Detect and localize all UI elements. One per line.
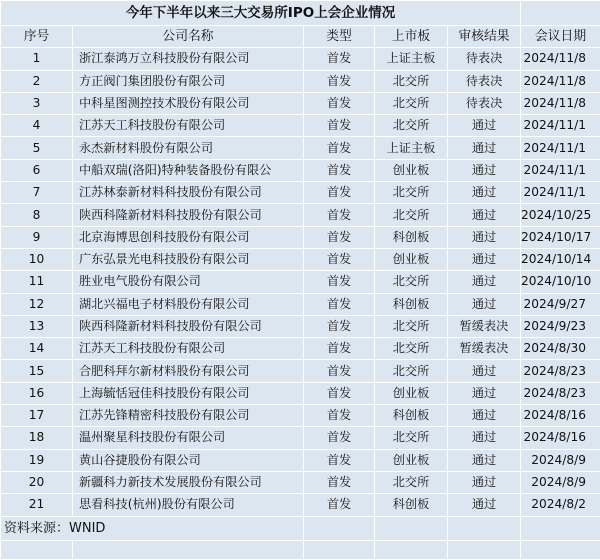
cell-index: 13 [1,315,73,337]
cell-company: 上海毓恬冠佳科技股份有限公司 [73,382,304,404]
header-index: 序号 [1,26,73,48]
cell-type: 首发 [304,92,375,114]
cell-board: 北交所 [375,70,448,92]
header-date: 会议日期 [521,26,600,48]
cell-company: 江苏先锋精密科技股份有限公司 [73,405,304,427]
cell-result: 待表决 [448,70,521,92]
cell-result: 通过 [448,382,521,404]
table-row [1,471,600,493]
cell-result: 通过 [448,360,521,382]
cell-type: 首发 [304,115,375,137]
table-row [1,92,600,114]
cell-type: 首发 [304,471,375,493]
cell-company: 北京海博思创科技股份有限公司 [73,226,304,248]
cell-company: 胜业电气股份有限公司 [73,271,304,293]
cell-board: 上证主板 [375,137,448,159]
cell-date: 2024/8/30 [521,338,600,360]
cell-result: 通过 [448,182,521,204]
cell-result: 通过 [448,115,521,137]
table-row [1,427,600,449]
cell-date: 2024/11/1 [521,115,600,137]
cell-company: 黄山谷捷股份有限公司 [73,449,304,471]
cell-date: 2024/10/10 [521,271,600,293]
cell-index: 2 [1,70,73,92]
cell-date: 2024/9/23 [521,315,600,337]
cell-result: 通过 [448,494,521,516]
title-spacer-cell [521,1,600,26]
cell-board: 北交所 [375,427,448,449]
cell-date: 2024/8/23 [521,360,600,382]
cell-company: 湖北兴福电子材料股份有限公司 [73,293,304,315]
cell-company: 中船双瑞(洛阳)特种装备股份有限公 [73,159,304,181]
cell-board: 上证主板 [375,48,448,70]
cell-result: 通过 [448,471,521,493]
table-row [1,182,600,204]
empty-cell [448,516,521,540]
cell-date: 2024/8/2 [521,494,600,516]
cell-company: 江苏天工科技股份有限公司 [73,115,304,137]
cell-result: 待表决 [448,92,521,114]
cell-board: 北交所 [375,315,448,337]
cell-type: 首发 [304,494,375,516]
cell-date: 2024/8/16 [521,405,600,427]
cell-index: 8 [1,204,73,226]
cell-index: 5 [1,137,73,159]
cell-company: 江苏林泰新材料科技股份有限公司 [73,182,304,204]
cell-company: 中科星图测控技术股份有限公司 [73,92,304,114]
cell-result: 通过 [448,405,521,427]
cell-type: 首发 [304,360,375,382]
cell-date: 2024/8/9 [521,471,600,493]
table-row [1,204,600,226]
empty-cell [1,540,73,559]
cell-index: 7 [1,182,73,204]
cell-date: 2024/10/14 [521,248,600,270]
cell-type: 首发 [304,293,375,315]
cell-index: 15 [1,360,73,382]
table-row [1,405,600,427]
empty-cell [375,540,448,559]
cell-index: 14 [1,338,73,360]
table-row [1,48,600,70]
cell-board: 北交所 [375,360,448,382]
cell-company: 方正阀门集团股份有限公司 [73,70,304,92]
cell-index: 1 [1,48,73,70]
header-type: 类型 [304,26,375,48]
cell-board: 北交所 [375,115,448,137]
table-row [1,338,600,360]
cell-index: 4 [1,115,73,137]
source-row [1,516,600,540]
cell-company: 新疆科力新技术发展股份有限公司 [73,471,304,493]
table-title: 今年下半年以来三大交易所IPO上会企业情况 [1,1,521,26]
title-row [1,1,600,26]
table-row [1,293,600,315]
cell-company: 陕西科隆新材料科技股份有限公司 [73,315,304,337]
table-row [1,226,600,248]
empty-cell [521,516,600,540]
cell-result: 通过 [448,427,521,449]
cell-date: 2024/11/8 [521,48,600,70]
cell-board: 创业板 [375,159,448,181]
cell-index: 11 [1,271,73,293]
cell-index: 19 [1,449,73,471]
cell-type: 首发 [304,315,375,337]
cell-type: 首发 [304,182,375,204]
cell-company: 浙江泰鸿万立科技股份有限公司 [73,48,304,70]
empty-cell [375,516,448,540]
cell-board: 科创板 [375,494,448,516]
cell-type: 首发 [304,159,375,181]
cell-result: 通过 [448,226,521,248]
cell-board: 科创板 [375,405,448,427]
empty-row [1,540,600,559]
cell-type: 首发 [304,48,375,70]
header-company: 公司名称 [73,26,304,48]
cell-date: 2024/10/17 [521,226,600,248]
cell-company: 广东弘景光电科技股份有限公司 [73,248,304,270]
cell-board: 北交所 [375,92,448,114]
cell-board: 北交所 [375,271,448,293]
empty-cell [521,540,600,559]
cell-result: 通过 [448,293,521,315]
cell-date: 2024/10/25 [521,204,600,226]
cell-type: 首发 [304,137,375,159]
cell-index: 9 [1,226,73,248]
table-row [1,159,600,181]
cell-board: 科创板 [375,293,448,315]
cell-board: 北交所 [375,471,448,493]
cell-board: 创业板 [375,248,448,270]
cell-date: 2024/11/8 [521,92,600,114]
cell-type: 首发 [304,382,375,404]
cell-board: 北交所 [375,182,448,204]
cell-result: 通过 [448,271,521,293]
header-row [1,26,600,48]
header-result: 审核结果 [448,26,521,48]
cell-date: 2024/11/1 [521,182,600,204]
cell-type: 首发 [304,405,375,427]
table-row [1,494,600,516]
cell-type: 首发 [304,226,375,248]
cell-board: 科创板 [375,226,448,248]
cell-company: 温州聚星科技股份有限公司 [73,427,304,449]
cell-result: 通过 [448,204,521,226]
table-row [1,315,600,337]
source-note: 资料来源：WNID [1,516,304,540]
cell-result: 暂缓表决 [448,315,521,337]
cell-result: 暂缓表决 [448,338,521,360]
empty-cell [304,516,375,540]
cell-date: 2024/11/1 [521,159,600,181]
cell-company: 思看科技(杭州)股份有限公司 [73,494,304,516]
cell-board: 北交所 [375,338,448,360]
table-row [1,248,600,270]
cell-type: 首发 [304,271,375,293]
cell-result: 通过 [448,137,521,159]
cell-index: 6 [1,159,73,181]
cell-board: 创业板 [375,449,448,471]
cell-date: 2024/8/23 [521,382,600,404]
cell-index: 21 [1,494,73,516]
empty-cell [304,540,375,559]
table-row [1,115,600,137]
table-row [1,382,600,404]
cell-type: 首发 [304,204,375,226]
cell-index: 12 [1,293,73,315]
cell-board: 北交所 [375,204,448,226]
cell-index: 18 [1,427,73,449]
cell-type: 首发 [304,70,375,92]
cell-date: 2024/9/27 [521,293,600,315]
cell-date: 2024/11/8 [521,70,600,92]
table-row [1,360,600,382]
cell-board: 创业板 [375,382,448,404]
cell-date: 2024/8/16 [521,427,600,449]
cell-company: 合肥科拜尔新材料股份有限公司 [73,360,304,382]
cell-index: 20 [1,471,73,493]
empty-cell [448,540,521,559]
cell-company: 江苏天工科技股份有限公司 [73,338,304,360]
cell-index: 3 [1,92,73,114]
cell-company: 陕西科隆新材料科技股份有限公司 [73,204,304,226]
cell-index: 10 [1,248,73,270]
cell-index: 16 [1,382,73,404]
table-row [1,70,600,92]
empty-cell [73,540,304,559]
table-row [1,271,600,293]
cell-type: 首发 [304,248,375,270]
cell-index: 17 [1,405,73,427]
cell-type: 首发 [304,427,375,449]
table-row [1,137,600,159]
cell-date: 2024/8/9 [521,449,600,471]
cell-result: 通过 [448,248,521,270]
cell-type: 首发 [304,338,375,360]
cell-result: 通过 [448,159,521,181]
cell-result: 通过 [448,449,521,471]
cell-company: 永杰新材料股份有限公司 [73,137,304,159]
table-row [1,449,600,471]
cell-result: 待表决 [448,48,521,70]
cell-type: 首发 [304,449,375,471]
header-board: 上市板 [375,26,448,48]
cell-date: 2024/11/1 [521,137,600,159]
